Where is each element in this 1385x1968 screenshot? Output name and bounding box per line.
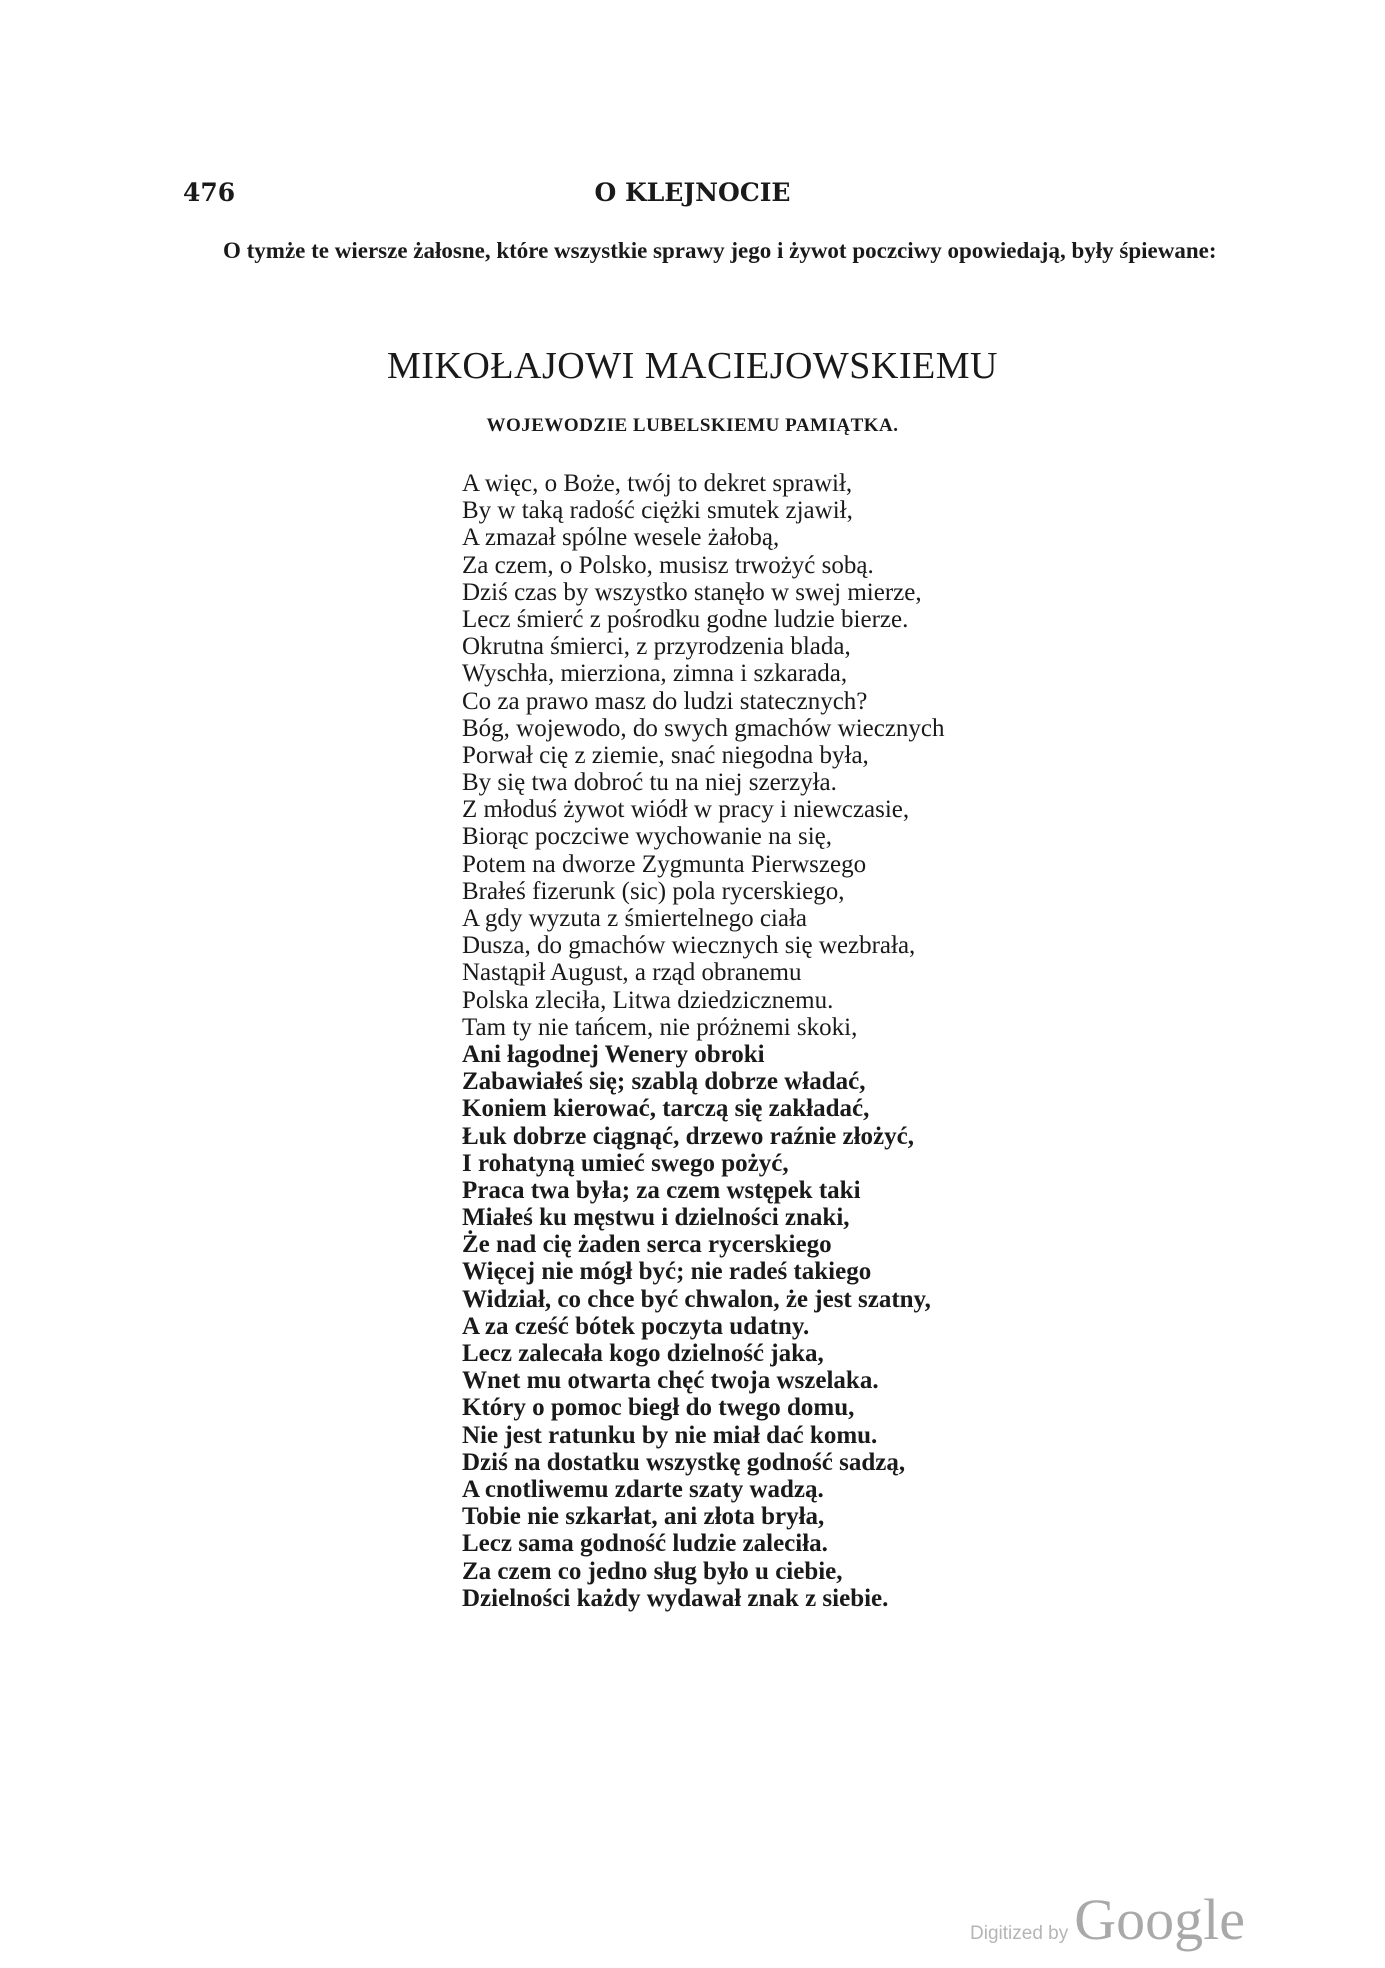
poem-line: Nastąpił August, a rząd obranemu	[462, 959, 802, 987]
poem-line: Polska zleciła, Litwa dziedzicznemu.	[462, 986, 834, 1014]
poem-line: Więcej nie mógł być; nie radeś takiego	[462, 1258, 872, 1286]
poem-line: Lecz sama godność ludzie zaleciła.	[462, 1530, 828, 1558]
intro-paragraph: O tymże te wiersze żałosne, które wszystkie sprawy jego i żywot poczciwy opowiedają, były śpiewane:	[223, 238, 1217, 263]
poem-line: Tam ty nie tańcem, nie próżnemi skoki,	[462, 1013, 858, 1041]
poem-line: Który o pomoc biegł do twego domu,	[462, 1394, 855, 1422]
poem-line: A więc, o Boże, twój to dekret sprawił,	[462, 470, 853, 497]
poem-line: Za czem, o Polsko, musisz trwożyć sobą.	[462, 551, 874, 579]
poem-line: Koniem kierować, tarczą się zakładać,	[462, 1095, 870, 1123]
poem-line: Zabawiałeś się; szablą dobrze władać,	[462, 1068, 866, 1096]
poem-line: A cnotliwemu zdarte szaty wadzą.	[462, 1475, 824, 1503]
poem-line: Dziś na dostatku wszystkę godność sadzą,	[462, 1448, 906, 1476]
poem-line: Nie jest ratunku by nie miał dać komu.	[462, 1421, 878, 1449]
poem-line: Wnet mu otwarta chęć twoja wszelaka.	[462, 1367, 879, 1395]
poem-title: MIKOŁAJOWI MACIEJOWSKIEMU	[387, 345, 998, 387]
poem-line: Lecz zalecała kogo dzielność jaka,	[462, 1340, 824, 1367]
poem-line: Biorąc poczciwe wychowanie na się,	[462, 823, 832, 851]
poem-line: Dziś czas by wszystko stanęło w swej mierze,	[462, 578, 922, 606]
poem-line: Ani łagodnej Wenery obroki	[462, 1040, 765, 1068]
poem-line: Za czem co jedno sług było u ciebie,	[462, 1557, 843, 1585]
poem-line: Porwał cię z ziemie, snać niegodna była,	[462, 741, 869, 769]
digitized-watermark	[970, 1886, 1245, 1953]
poem-line: By w taką radość ciężki smutek zjawił,	[462, 497, 853, 525]
poem-line: I rohatyną umieć swego pożyć,	[462, 1149, 789, 1177]
poem-line: Łuk dobrze ciągnąć, drzewo raźnie złożyć,	[462, 1122, 914, 1150]
poem-line: Okrutna śmierci, z przyrodzenia blada,	[462, 633, 851, 661]
poem-line: Dusza, do gmachów wiecznych się wezbrała,	[462, 932, 916, 960]
poem-line: Potem na dworze Zygmunta Pierwszego	[462, 850, 867, 878]
poem-line: Lecz śmierć z pośrodku godne ludzie bierze.	[462, 605, 909, 633]
poem-line: Tobie nie szkarłat, ani złota bryła,	[462, 1503, 825, 1531]
page-number: 476	[183, 178, 236, 207]
watermark-prefix: Digitized by	[970, 1923, 1069, 1944]
running-title: O KLEJNOCIE	[594, 178, 791, 207]
poem-line: Praca twa była; za czem wstępek taki	[462, 1176, 861, 1204]
google-logo: Google	[1074, 1887, 1245, 1952]
poem-line: Miałeś ku męstwu i dzielności znaki,	[462, 1204, 850, 1232]
poem-line: Widział, co chce być chwalon, że jest szatny,	[462, 1285, 931, 1313]
poem-line: A gdy wyzuta z śmiertelnego ciała	[462, 905, 808, 932]
poem-line: A za cześć bótek poczyta udatny.	[462, 1312, 810, 1340]
poem-line: By się twa dobroć tu na niej szerzyła.	[462, 769, 837, 797]
poem-line: Bóg, wojewodo, do swych gmachów wiecznych	[462, 714, 945, 742]
poem-line: A zmazał spólne wesele żałobą,	[462, 524, 780, 552]
poem-line: Dzielności każdy wydawał znak z siebie.	[462, 1584, 889, 1612]
poem-line: Brałeś fizerunk (sic) pola rycerskiego,	[462, 877, 845, 905]
poem-line: Że nad cię żaden serca rycerskiego	[462, 1231, 832, 1259]
poem-line: Co za prawo masz do ludzi statecznych?	[462, 687, 868, 715]
poem-line: Wyschła, mierziona, zimna i szkarada,	[462, 660, 848, 688]
poem-subtitle: WOJEWODZIE LUBELSKIEMU PAMIĄTKA.	[486, 415, 899, 436]
poem-body	[462, 470, 945, 1612]
poem-line: Z młoduś żywot wiódł w pracy i niewczasie,	[462, 796, 910, 824]
